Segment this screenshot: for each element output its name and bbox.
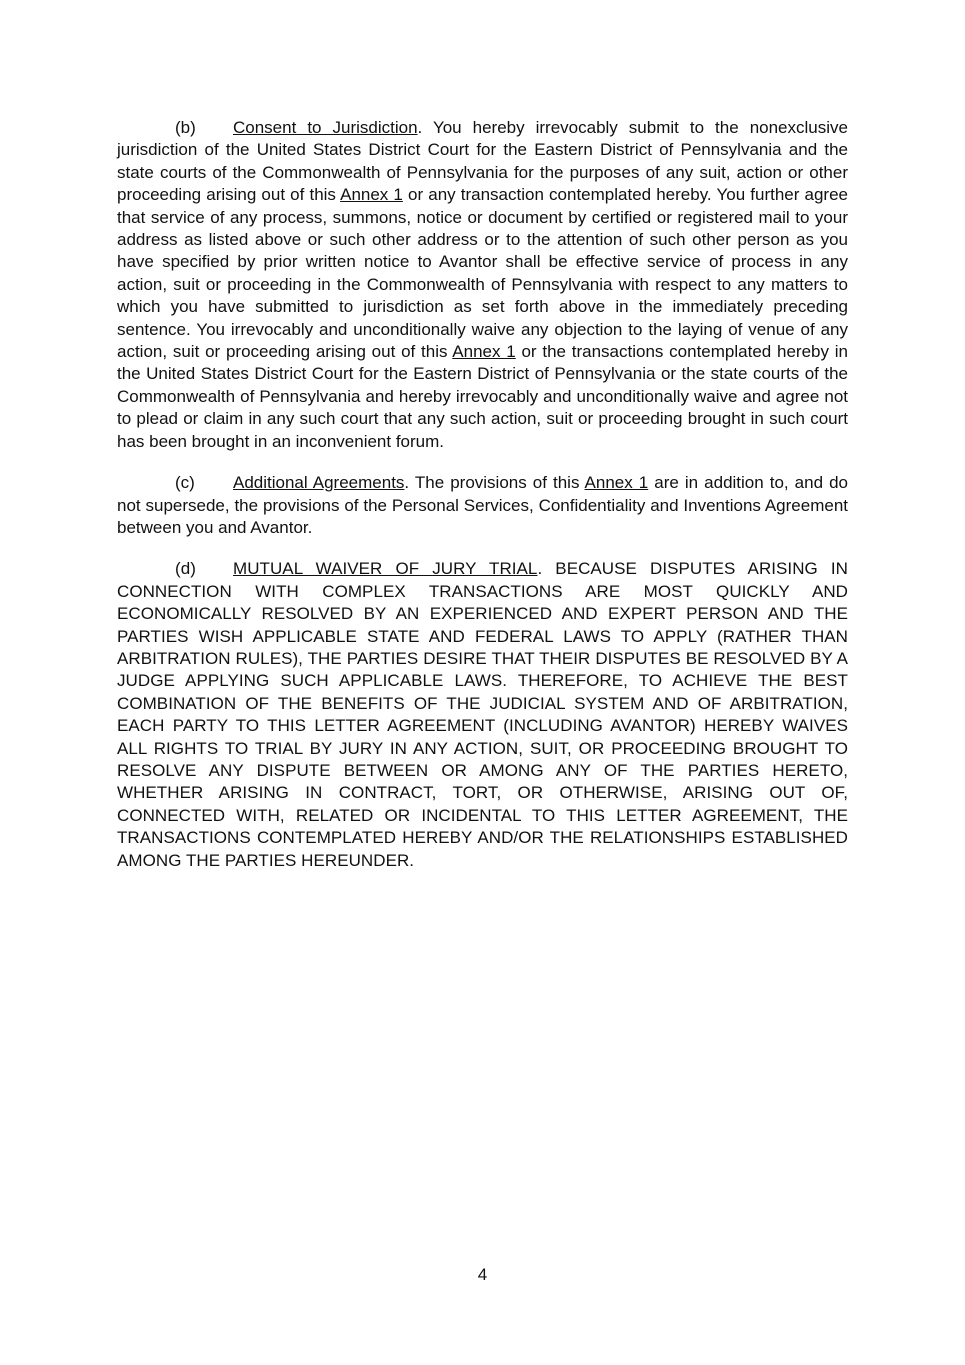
paragraph-text: . You hereby irrevocably submit to the nonexclusive jurisdiction of the United States District Court for the Eastern District of Pennsylvania and the state courts of the Commonwealth of Pennsylvania for the purposes of any suit, action or other proceeding arising out of this bbox=[117, 118, 848, 205]
section-heading: Consent to Jurisdiction bbox=[233, 118, 418, 137]
paragraph-label: (b) bbox=[175, 118, 196, 137]
section-heading: MUTUAL WAIVER OF JURY TRIAL bbox=[233, 559, 538, 579]
paragraph-label: (d) bbox=[175, 559, 196, 579]
paragraph-text: . The provisions of this bbox=[404, 473, 585, 493]
paragraph-label: (c) bbox=[175, 473, 195, 493]
paragraph-text: are in addition to, and do not supersede, the provisions of the Personal Services, Confidentiality and Inventions Agreement between you and Avantor. bbox=[117, 473, 848, 537]
section-heading: Additional Agreements bbox=[233, 473, 405, 493]
paragraph-text: or the transactions contemplated hereby in the United States District Court for the Eastern District of Pennsylvania or the state courts of the Commonwealth of Pennsylvania and hereby irrevocably and unconditionally waive and agree not to plead or claim in any such court that any such action, suit or proceeding brought in such court has been brought in an inconvenient forum. bbox=[117, 342, 848, 451]
page-number: 4 bbox=[477, 1265, 488, 1284]
annex-reference: Annex 1 bbox=[340, 185, 403, 205]
paragraph-b-consent-to-jurisdiction bbox=[117, 117, 848, 453]
paragraph-text: . BECAUSE DISPUTES ARISING IN CONNECTION WITH COMPLEX TRANSACTIONS ARE MOST QUICKLY AND ECONOMICALLY RESOLVED BY AN EXPERIENCED AND EXPERT PERSON AND THE PARTIES WISH APPLICABLE STATE AND FEDERAL LAWS TO APPLY (RATHER THAN ARBITRATION RULES), THE PARTIES DESIRE THAT THEIR DISPUTES BE RESOLVED BY A JUDGE APPLYING SUCH APPLICABLE LAWS. THEREFORE, TO ACHIEVE THE BEST COMBINATION OF THE BENEFITS OF THE JUDICIAL SYSTEM AND OF ARBITRATION, EACH PARTY TO THIS LETTER AGREEMENT (INCLUDING AVANTOR) HEREBY WAIVES ALL RIGHTS TO TRIAL BY JURY IN ANY ACTION, SUIT, OR PROCEEDING BROUGHT TO RESOLVE ANY DISPUTE BETWEEN OR AMONG ANY OF THE PARTIES HERETO, WHETHER ARISING IN CONTRACT, TORT, OR OTHERWISE, ARISING OUT OF, CONNECTED WITH, RELATED OR INCIDENTAL TO THIS LETTER AGREEMENT, THE TRANSACTIONS CONTEMPLATED HEREBY AND/OR THE RELATIONSHIPS ESTABLISHED AMONG THE PARTIES HEREUNDER. bbox=[117, 559, 848, 870]
paragraph-text: or any transaction contemplated hereby. You further agree that service of any process, summons, notice or document by certified or registered mail to your address as listed above or such other address or to the attention of such other person as you have specified by prior written notice to Avantor shall be effective service of process in any action, suit or proceeding in the Commonwealth of Pennsylvania with respect to any matters to which you have submitted to jurisdiction as set forth above in the immediately preceding sentence. You irrevocably and unconditionally waive any objection to the laying of venue of any action, suit or proceeding arising out of this bbox=[117, 185, 848, 362]
paragraph-d-jury-trial-waiver bbox=[117, 558, 848, 872]
document-body bbox=[117, 117, 848, 891]
annex-reference: Annex 1 bbox=[452, 342, 516, 362]
paragraph-c-additional-agreements bbox=[117, 472, 848, 539]
annex-reference: Annex 1 bbox=[584, 473, 649, 493]
